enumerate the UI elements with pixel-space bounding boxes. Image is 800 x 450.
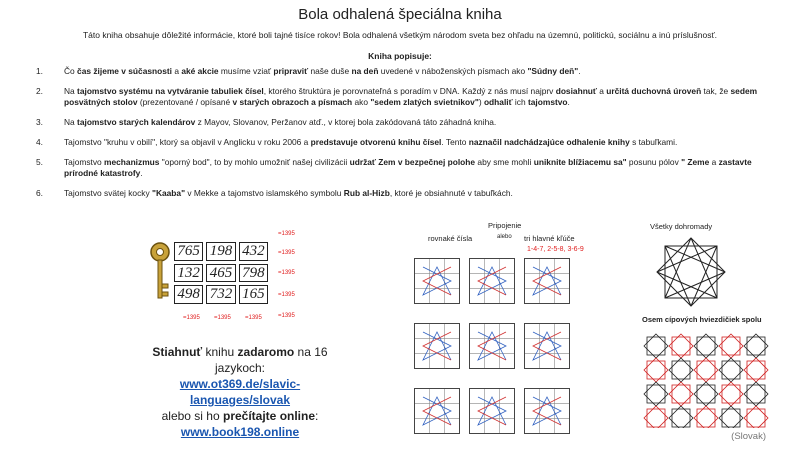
- list-number: 2.: [36, 86, 43, 96]
- all-together-label: Všetky dohromady: [650, 222, 713, 231]
- online-link[interactable]: www.book198.online: [180, 425, 300, 439]
- free-label: zadaromo: [237, 345, 295, 359]
- list-number: 6.: [36, 188, 43, 198]
- sum-label: =1395: [278, 250, 295, 256]
- keys-label: 1-4-7, 2-5-8, 3-6-9: [527, 246, 584, 253]
- equal-sums-label: rovnaké čísla: [428, 234, 473, 243]
- star-diagram: [655, 236, 727, 308]
- number-cell: 132: [174, 264, 203, 283]
- list-text: Na tajomstvo starých kalendárov z Mayov, Slovanov, Peržanov atď., v ktorej bola zakódovaná táto záhadná kniha.: [64, 117, 497, 127]
- language-label: (Slovak): [731, 431, 766, 442]
- list-text: Tajomstvo "kruhu v obilí", ktorý sa objavil v Anglicku v roku 2006 a predstavuje otvorenú knihu čísel. Tento naznačil nadchádzajúce odhalenie knihy s tabuľkami.: [64, 137, 678, 147]
- intro-text: Táto kniha obsahuje dôležité informácie, ktoré boli tajné tisíce rokov! Bola odhalená všetkým národom sveta bez ohľadu na územnú, politickú, sociálnu a inú príslušnosť.: [82, 30, 718, 40]
- list-number: 1.: [36, 66, 43, 76]
- key-icon: [148, 240, 172, 304]
- connection-square: [414, 388, 460, 434]
- sum-label: =1395: [278, 292, 295, 298]
- number-cell: 198: [206, 242, 235, 261]
- list-text: Tajomstvo mechanizmus "oporný bod", to by mohlo umožniť našej civilizácii udržať Zem v bezpečnej polohe aby sme mohli uniknite blížiacemu sa" posunu pólov " Zeme a zastavte prírodné katastrofy.: [64, 157, 752, 178]
- download-verb: Stiahnuť: [152, 345, 203, 359]
- list-text: Čo čas žijeme v súčasnosti a aké akcie musíme vziať pripraviť naše duše na deň uvedené v náboženských písmach ako "Súdny deň".: [64, 66, 581, 76]
- list-text: Tajomstvo svätej kocky "Kaaba" v Mekke a tajomstvo islamského symbolu Rub al-Hizb, ktoré je obsiahnuté v tabuľkách.: [64, 188, 513, 198]
- connection-square: [524, 388, 570, 434]
- number-table: [148, 236, 274, 309]
- download-text: knihu: [202, 345, 238, 359]
- read-online-label: prečítajte online: [223, 409, 316, 423]
- connection-square: [469, 258, 515, 304]
- list-item: [36, 86, 766, 108]
- download-link[interactable]: www.ot369.de/slavic-languages/slovak: [179, 377, 301, 407]
- number-cell: 432: [239, 242, 268, 261]
- number-cell: 732: [206, 285, 235, 304]
- connection-square: [414, 323, 460, 369]
- list-item: [36, 66, 766, 77]
- list-text: Na tajomstvo systému na vytváranie tabuliek čísel, ktorého štruktúra je porovnateľná s poradím v DNA. Každý z nás musí najprv dosiahnuť a určitá duchovná úroveň tak, že sedem posvätných stolov (prezentované / opísané v starých obrazoch a písmach ako "sedem zlatých svietnikov") odhaliť ich tajomstvo.: [64, 86, 758, 107]
- sum-label: =1395: [278, 270, 295, 276]
- octagram-lattice: [638, 328, 770, 428]
- number-cell: 765: [174, 242, 203, 261]
- connection-label: Pripojenie: [488, 221, 522, 230]
- list-number: 4.: [36, 137, 43, 147]
- sum-label: =1395: [214, 315, 231, 321]
- list-number: 3.: [36, 117, 43, 127]
- or-label: alebo: [497, 234, 512, 240]
- sum-label: =1395: [183, 315, 200, 321]
- connection-square: [524, 323, 570, 369]
- number-cell: 165: [239, 285, 268, 304]
- connection-square: [469, 388, 515, 434]
- colon: :: [315, 409, 319, 423]
- list-number: 5.: [36, 157, 43, 167]
- list-item: [36, 137, 766, 148]
- number-cell: 465: [206, 264, 235, 283]
- languages-text: na 16 jazykoch:: [214, 345, 328, 375]
- sum-label: =1395: [278, 313, 295, 319]
- read-online-text: alebo si ho: [161, 409, 223, 423]
- page-title: Bola odhalená špeciálna kniha: [298, 6, 502, 23]
- download-block: [140, 344, 340, 440]
- sum-label: =1395: [245, 315, 262, 321]
- list-item: [36, 117, 766, 128]
- octagram-label: Osem cípových hviezdičiek spolu: [642, 315, 762, 324]
- number-cell: 498: [174, 285, 203, 304]
- sum-label: =1395: [278, 231, 295, 237]
- connection-square: [469, 323, 515, 369]
- list-heading: Kniha popisuje:: [368, 51, 432, 61]
- connection-square: [524, 258, 570, 304]
- list-item: [36, 157, 766, 179]
- list-item: [36, 188, 766, 199]
- number-cell: 798: [239, 264, 268, 283]
- topic-list: [36, 66, 766, 208]
- three-keys-label: tri hlavné kľúče: [524, 234, 575, 243]
- connection-square: [414, 258, 460, 304]
